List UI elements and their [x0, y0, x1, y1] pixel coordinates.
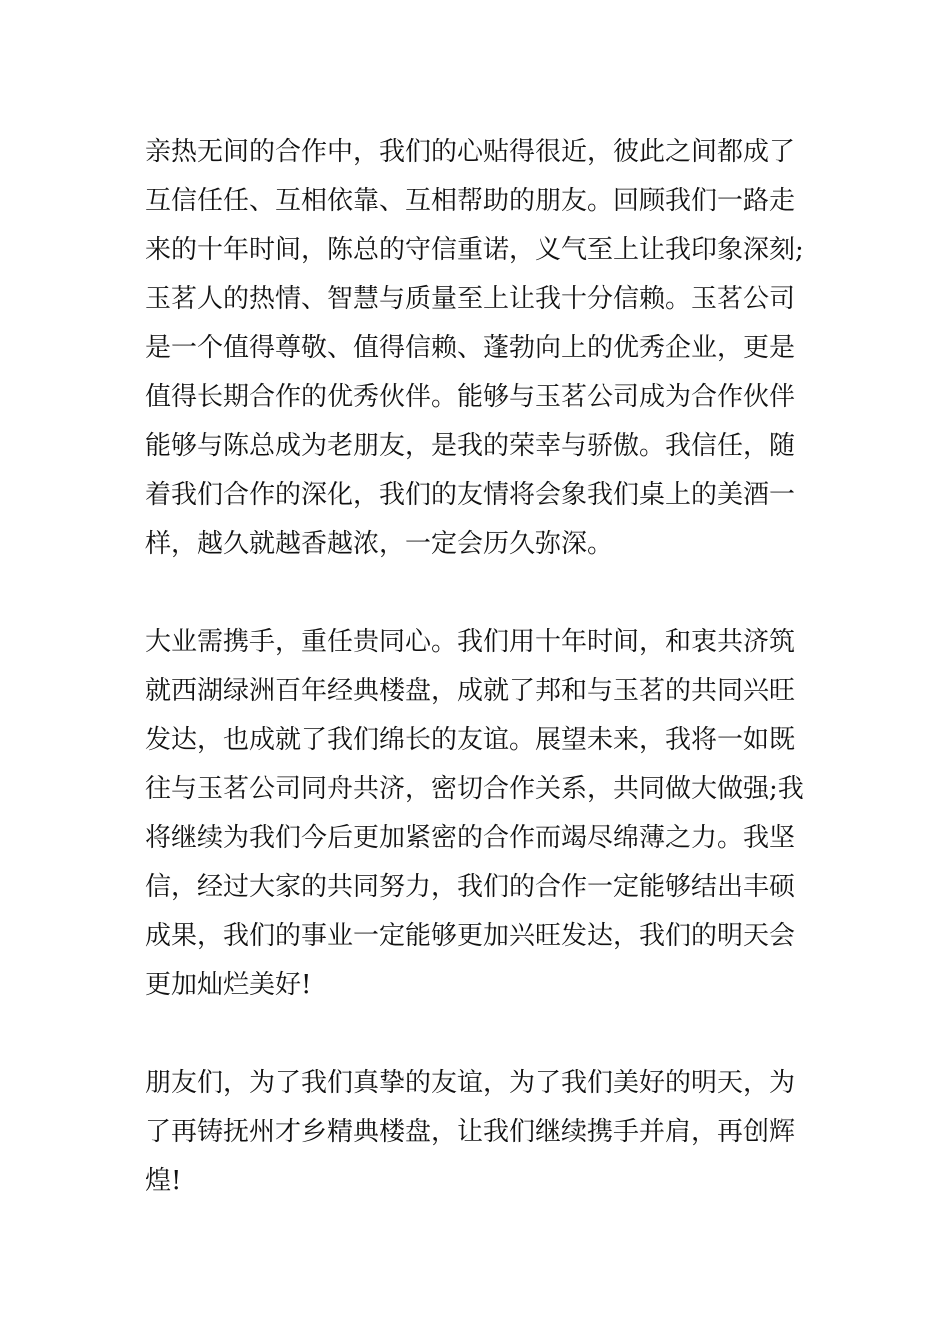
text-line: 亲热无间的合作中，我们的心贴得很近，彼此之间都成了 [145, 137, 796, 167]
paragraph-spacer [145, 569, 807, 618]
text-line: 值得长期合作的优秀伙伴。能够与玉茗公司成为合作伙伴 [145, 382, 796, 412]
paragraph-3 [145, 1059, 807, 1206]
text-line: 朋友们，为了我们真挚的友谊，为了我们美好的明天，为 [145, 1068, 796, 1098]
text-line: 更加灿烂美好! [145, 970, 312, 1000]
text-line: 信，经过大家的共同努力，我们的合作一定能够结出丰硕 [145, 872, 796, 902]
text-line: 成果，我们的事业一定能够更加兴旺发达，我们的明天会 [145, 921, 796, 951]
document-body [145, 128, 807, 1206]
text-line: 煌! [145, 1166, 182, 1196]
text-line: 来的十年时间，陈总的守信重诺，义气至上让我印象深刻; [145, 235, 804, 265]
text-line: 了再铸抚州才乡精典楼盘，让我们继续携手并肩，再创辉 [145, 1117, 796, 1147]
text-line: 往与玉茗公司同舟共济，密切合作关系，共同做大做强;我 [145, 774, 804, 804]
paragraph-spacer [145, 1010, 807, 1059]
text-line: 玉茗人的热情、智慧与质量至上让我十分信赖。玉茗公司 [145, 284, 796, 314]
text-line: 着我们合作的深化，我们的友情将会象我们桌上的美酒一 [145, 480, 796, 510]
paragraph-1 [145, 128, 807, 569]
text-line: 就西湖绿洲百年经典楼盘，成就了邦和与玉茗的共同兴旺 [145, 676, 796, 706]
text-line: 发达，也成就了我们绵长的友谊。展望未来，我将一如既 [145, 725, 796, 755]
text-line: 大业需携手，重任贵同心。我们用十年时间，和衷共济筑 [145, 627, 796, 657]
text-line: 互信任任、互相依靠、互相帮助的朋友。回顾我们一路走 [145, 186, 796, 216]
text-line: 将继续为我们今后更加紧密的合作而竭尽绵薄之力。我坚 [145, 823, 796, 853]
text-line: 是一个值得尊敬、值得信赖、蓬勃向上的优秀企业，更是 [145, 333, 796, 363]
text-line: 样，越久就越香越浓，一定会历久弥深。 [145, 529, 614, 559]
text-line: 能够与陈总成为老朋友，是我的荣幸与骄傲。我信任，随 [145, 431, 796, 461]
paragraph-2 [145, 618, 807, 1010]
